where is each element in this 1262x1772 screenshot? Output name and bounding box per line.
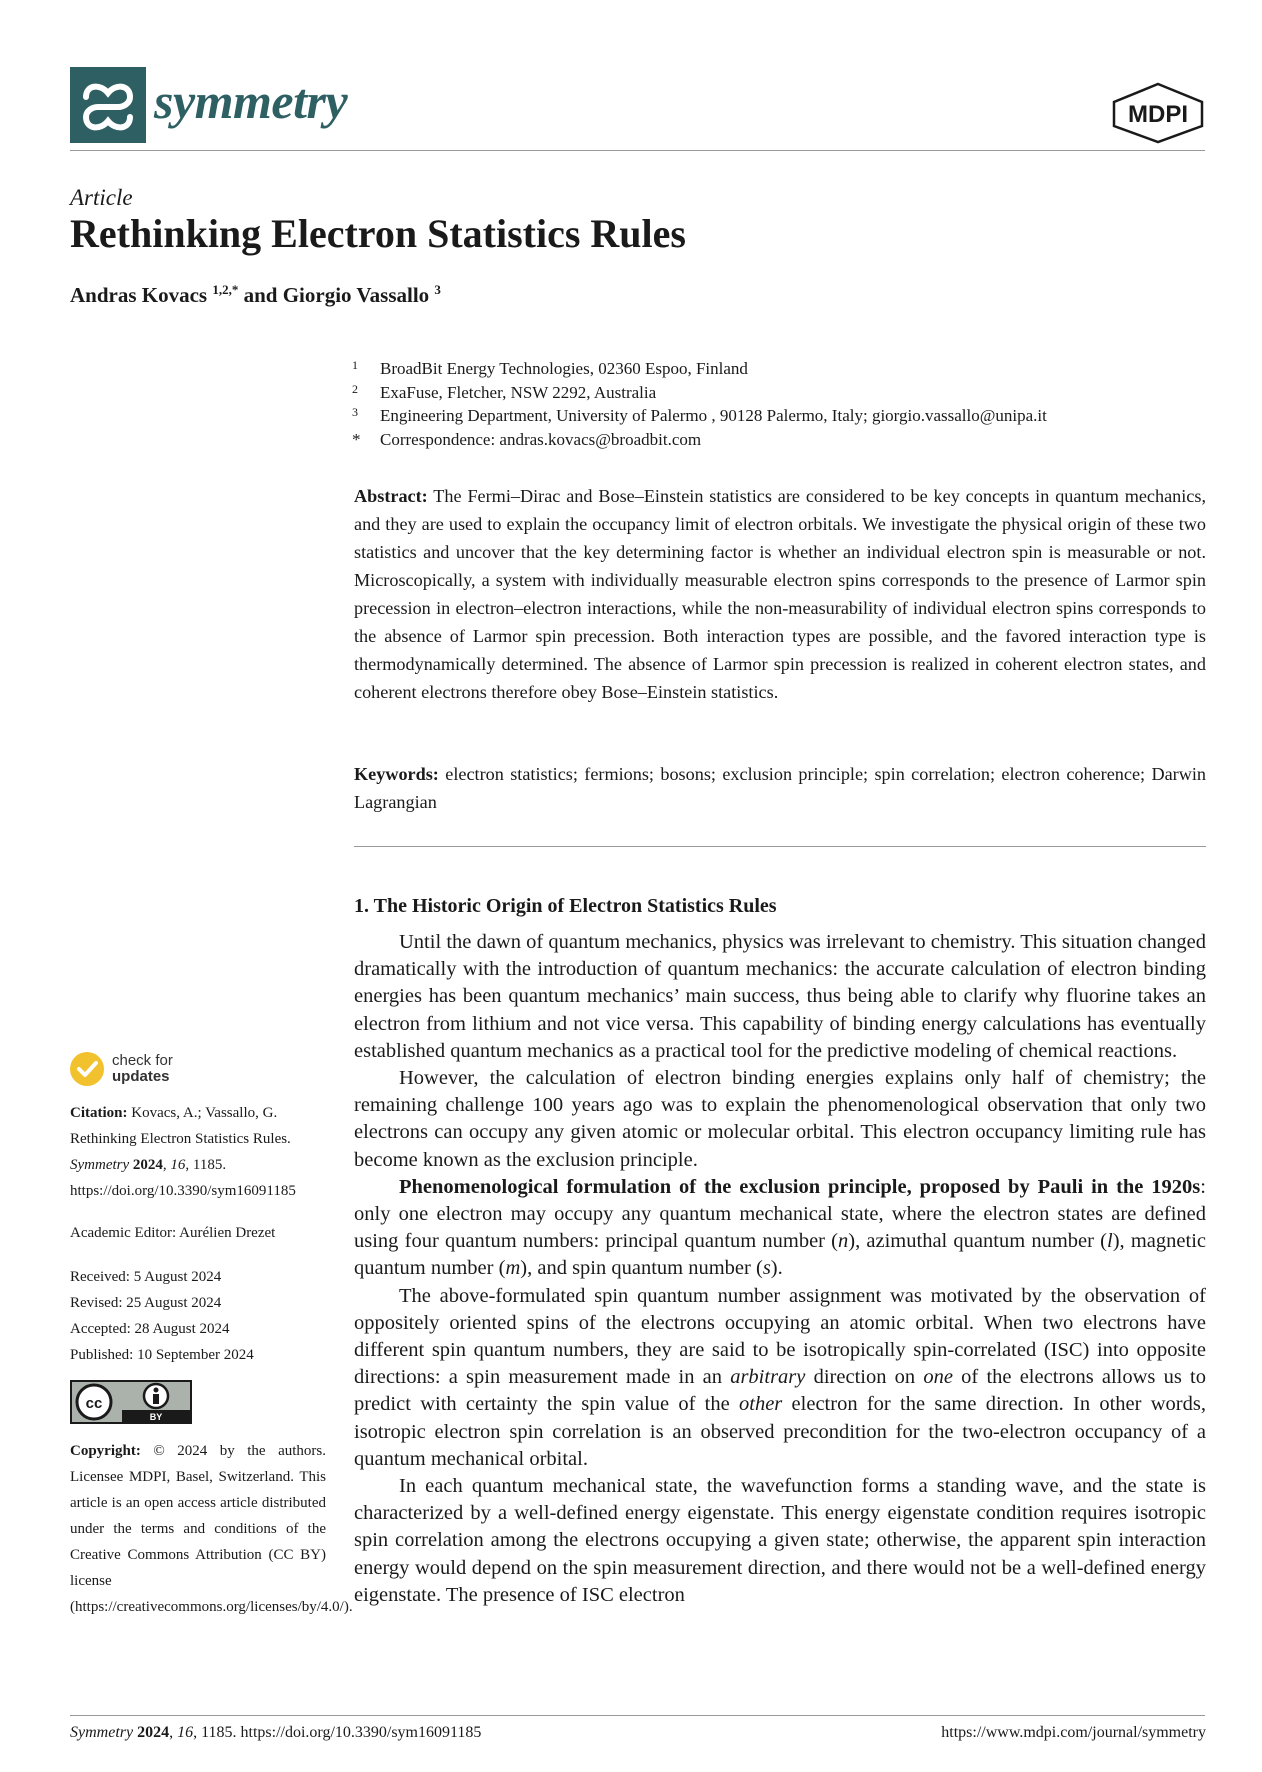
- math-symbol: n: [838, 1230, 849, 1253]
- section-divider: [354, 846, 1206, 847]
- correspondence-item: [352, 428, 1212, 452]
- copyright-label: Copyright:: [70, 1443, 141, 1459]
- affiliation-mark: 3: [352, 405, 358, 419]
- section-body: [354, 929, 1206, 1609]
- footer-journal-url[interactable]: https://www.mdpi.com/journal/symmetry: [941, 1724, 1206, 1741]
- received-date: Received: 5 August 2024: [70, 1269, 222, 1285]
- footer-volume: 16: [177, 1724, 194, 1741]
- check-for-label: check for: [112, 1052, 173, 1069]
- affiliation-text: ExaFuse, Fletcher, NSW 2292, Australia: [380, 382, 657, 402]
- affiliation-item: [352, 357, 1212, 381]
- article-type: Article: [70, 185, 133, 210]
- bold-statement: Phenomenological formulation of the exclusion principle, proposed by Pauli in the 1920s: [399, 1175, 1201, 1198]
- publisher-name: MDPI: [1128, 101, 1188, 128]
- body-paragraph: In each quantum mechanical state, the wavefunction forms a standing wave, and the state is characterized by a well-defined energy eigenstate. This energy eigenstate condition requires isotropic spin correlation among the electrons occupying a given state; otherwise, the apparent spin interaction energy would depend on the spin measurement direction, and there would not be a well-defined energy eigenstate. The presence of ISC electron: [354, 1475, 1206, 1606]
- accepted-date: Accepted: 28 August 2024: [70, 1321, 230, 1337]
- footer-citation[interactable]: Symmetry 2024, 16, 1185. https://doi.org/10.3390/sym16091185: [70, 1724, 482, 1741]
- affiliation-item: [352, 404, 1212, 428]
- abstract-label: Abstract:: [354, 486, 428, 506]
- keywords: [354, 760, 1206, 816]
- affiliation-text: BroadBit Energy Technologies, 02360 Espoo, Finland: [380, 359, 748, 378]
- cc-by-license-icon[interactable]: [70, 1380, 192, 1424]
- paragraph-text: : only one electron may occupy any quantum mechanical state, where the electron states are defined using four quantum numbers: principal quantum number (: [354, 1175, 1206, 1253]
- math-symbol: m: [505, 1257, 521, 1280]
- affiliation-item: [352, 381, 1212, 405]
- affiliation-mark: 1: [352, 358, 358, 372]
- section-heading: 1. The Historic Origin of Electron Statistics Rules: [354, 895, 777, 917]
- checkmark-icon: [70, 1052, 104, 1086]
- paragraph-text: ), and spin quantum number (: [520, 1257, 763, 1280]
- keywords-text: electron statistics; fermions; bosons; exclusion principle; spin correlation; electron coherence; Darwin Lagrangian: [354, 764, 1207, 812]
- footer-doi: , 1185. https://doi.org/10.3390/sym16091185: [193, 1724, 482, 1741]
- author-affiliation-marks: 3: [434, 282, 441, 297]
- copyright-notice: [70, 1438, 353, 1620]
- footer-divider: [70, 1715, 1205, 1716]
- citation: Citation: Kovacs, A.; Vassallo, G. Rethinking Electron Statistics Rules. Symmetry 2024, 16, 1185. https://doi.org/10.3390/sym16091185: [70, 1105, 296, 1199]
- paragraph-text: ), azimuthal quantum number (: [848, 1230, 1108, 1253]
- mdpi-logo-icon[interactable]: [1110, 82, 1206, 144]
- body-paragraph: Until the dawn of quantum mechanics, physics was irrelevant to chemistry. This situation changed dramatically with the introduction of quantum mechanics: the accurate calculation of electron binding energies has been quantum mechanics’ main success, thus being able to clarify why fluorine takes an electron from lithium and not vice versa. This capability of binding energy calculations has eventually established quantum mechanics as a practical tool for the predictive modeling of chemical reactions.: [354, 931, 1206, 1062]
- math-symbol: s: [762, 1257, 771, 1280]
- academic-editor: Academic Editor: Aurélien Drezet: [70, 1225, 276, 1241]
- header-divider: [70, 150, 1205, 151]
- body-paragraph: [354, 1283, 1206, 1473]
- author-name[interactable]: Andras Kovacs: [70, 283, 208, 307]
- abstract: [354, 482, 1206, 706]
- correspondence-mark: *: [352, 429, 361, 449]
- math-symbol: l: [1107, 1230, 1113, 1253]
- publication-dates: [70, 1264, 326, 1368]
- citation-doi[interactable]: , 1185. https://doi.org/10.3390/sym16091185: [70, 1157, 296, 1199]
- affiliation-text: Engineering Department, University of Palermo , 90128 Palermo, Italy; giorgio.vassallo@unipa.it: [380, 406, 1047, 425]
- copyright-text: © 2024 by the authors. Licensee MDPI, Basel, Switzerland. This article is an open access article distributed under the terms and conditions of the Creative Commons Attribution (CC BY) license (https://creativecommons.org/licenses/by/4.0/).: [70, 1443, 353, 1615]
- keywords-label: Keywords:: [354, 764, 439, 784]
- correspondence-text[interactable]: Correspondence: andras.kovacs@broadbit.com: [380, 429, 702, 449]
- emphasis-text: other: [739, 1393, 783, 1416]
- svg-text:cc: cc: [85, 1395, 103, 1412]
- paragraph-text: ), magnetic quantum number (: [354, 1230, 1206, 1280]
- revised-date: Revised: 25 August 2024: [70, 1295, 222, 1311]
- author-name[interactable]: Giorgio Vassallo: [282, 283, 430, 307]
- cc-by-label: BY: [149, 1412, 163, 1422]
- abstract-text: The Fermi–Dirac and Bose–Einstein statistics are considered to be key concepts in quantum mechanics, and they are used to explain the occupancy limit of electron orbitals. We investigate the physical origin of these two statistics and uncover that the key determining factor is whether an individual electron spin is measurable or not. Microscopically, a system with individually measurable electron spins corresponds to the presence of Larmor spin precession in electron–electron interactions, while the non-measurability of individual electron spins corresponds to the absence of Larmor spin precession. Both interaction types are possible, and the favored interaction type is thermodynamically determined. The absence of Larmor spin precession is realized in coherent electron states, and coherent electrons therefore obey Bose–Einstein statistics.: [354, 486, 1207, 702]
- paragraph-text: The above-formulated spin quantum number assignment was motivated by the observation of oppositely oriented spins of the electrons occupying an atomic orbital. When two electrons have different spin quantum numbers, they are said to be isotropically spin-correlated (ISC) into opposite directions: a spin measurement made in an: [354, 1284, 1206, 1389]
- citation-volume: 16: [170, 1157, 186, 1173]
- author-list: [70, 282, 441, 308]
- emphasis-text: one: [923, 1366, 953, 1389]
- paragraph-text: of the electrons allows us to predict with certainty the spin value of the: [354, 1366, 1206, 1416]
- journal-name[interactable]: symmetry: [154, 73, 348, 129]
- body-paragraph: [354, 1174, 1206, 1283]
- journal-logo-icon: [70, 67, 146, 143]
- citation-label: Citation:: [70, 1105, 128, 1121]
- paragraph-text: electron for the same direction. In other words, isotropic electron spin correlation is an observed precondition for the two-electron occupancy of a quantum mechanical orbital.: [354, 1393, 1206, 1470]
- updates-label: updates: [112, 1068, 170, 1085]
- article-title: Rethinking Electron Statistics Rules: [70, 211, 686, 256]
- citation-text: Kovacs, A.; Vassallo, G. Rethinking Electron Statistics Rules.: [70, 1105, 291, 1147]
- published-date: Published: 10 September 2024: [70, 1347, 254, 1363]
- paragraph-text: ).: [770, 1257, 783, 1280]
- paragraph-text: direction on: [805, 1366, 924, 1389]
- author-affiliation-marks: 1,2,*: [212, 282, 239, 297]
- citation-year: 2024: [132, 1157, 163, 1173]
- footer-year: 2024: [137, 1724, 170, 1741]
- footer-journal: Symmetry: [70, 1724, 134, 1741]
- citation-journal: Symmetry: [70, 1157, 130, 1173]
- check-for-updates-button[interactable]: [70, 1052, 173, 1086]
- affiliation-list: [352, 357, 1212, 451]
- affiliation-mark: 2: [352, 381, 358, 396]
- emphasis-text: arbitrary: [730, 1366, 806, 1389]
- author-joiner: and: [243, 283, 278, 307]
- body-paragraph: However, the calculation of electron binding energies explains only half of chemistry; the remaining challenge 100 years ago was to explain the phenomenological observation that only two electrons can occupy any given atomic or molecular orbital. This electron occupancy limiting rule has become known as the exclusion principle.: [354, 1067, 1206, 1171]
